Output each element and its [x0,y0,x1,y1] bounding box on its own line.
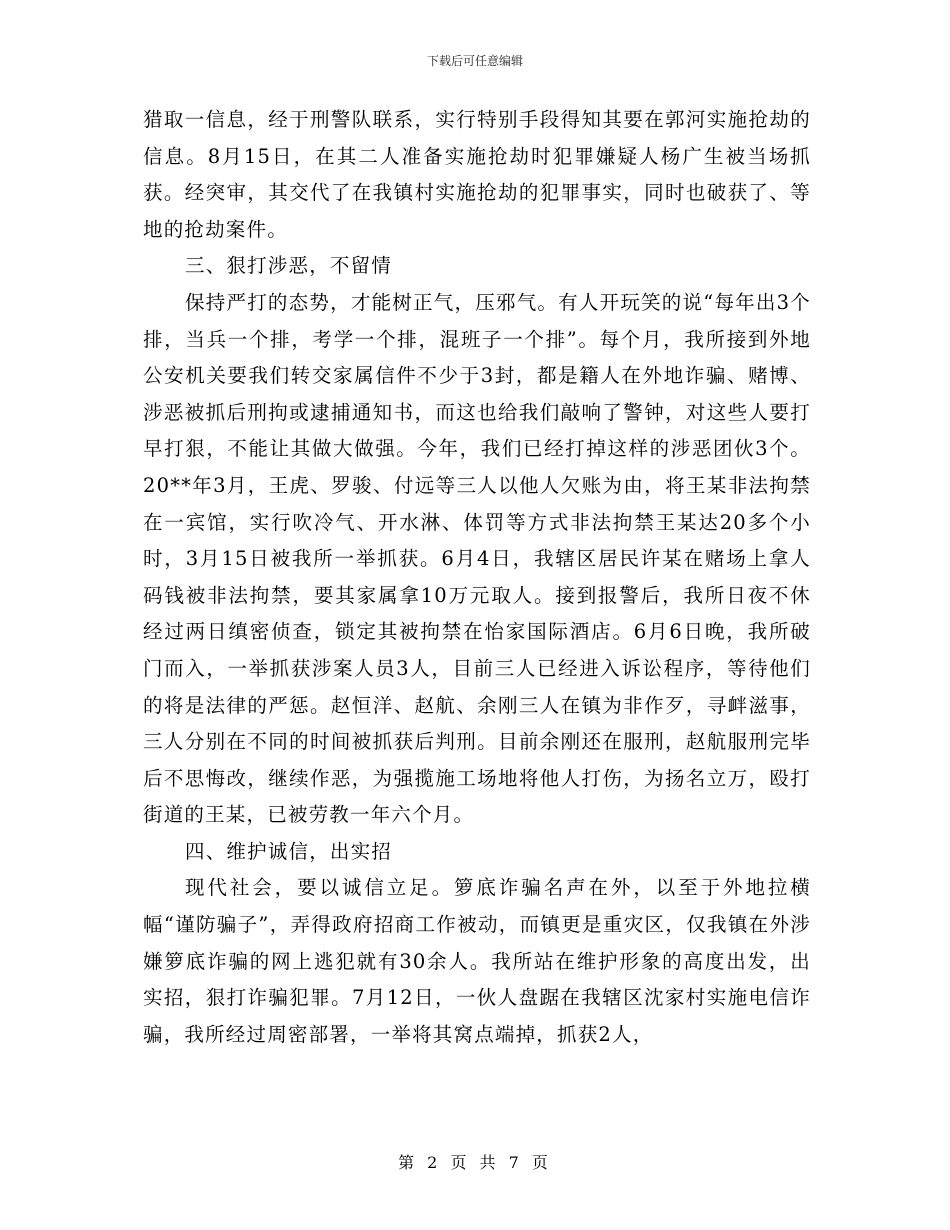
paragraph-robbery-case: 猎取一信息，经于刑警队联系，实行特别手段得知其要在郭河实施抢劫的信息。8月15日，在其二人准备实施抢劫时犯罪嫌疑人杨广生被当场抓获。经突审，其交代了在我镇村实施抢劫的犯罪事实，同时也破获了、等地的抢劫案件。 [143,108,811,241]
body-text [143,102,811,1053]
paragraph-crackdown: 保持严打的态势，才能树正气，压邪气。有人开玩笑的说“每年出3个排，当兵一个排，考学一个排，混班子一个排”。每个月，我所接到外地公安机关要我们转交家属信件不少于3封，都是籍人在外地诈骗、赌博、涉恶被抓后刑拘或逮捕通知书，而这也给我们敲响了警钟，对这些人要打早打狠，不能让其做大做强。今年，我们已经打掉这样的涉恶团伙3个。20**年3月，王虎、罗骏、付远等三人以他人欠账为由，将王某非法拘禁在一宾馆，实行吹冷气、开水淋、体罚等方式非法拘禁王某达20多个小时，3月15日被我所一举抓获。6月4日，我辖区居民许某在赌场上拿人码钱被非法拘禁，要其家属拿10万元取人。接到报警后，我所日夜不休经过两日缜密侦查，锁定其被拘禁在怡家国际酒店。6月6日晚，我所破门而入，一举抓获涉案人员3人，目前三人已经进入诉讼程序，等待他们的将是法律的严惩。赵恒洋、赵航、余刚三人在镇为非作歹，寻衅滋事，三人分别在不同的时间被抓获后判刑。目前余刚还在服刑，赵航服刑完毕后不思悔改，继续作恶，为强揽施工场地将他人打伤，为扬名立万，殴打街道的王某，已被劳教一年六个月。 [143,290,811,827]
page-number: 第 2 页 共 7 页 [398,1153,552,1172]
page-header: 下载后可任意编辑 [426,54,523,68]
section-heading-integrity: 四、维护诚信，出实招 [185,839,393,863]
paragraph-integrity: 现代社会，要以诚信立足。箩底诈骗名声在外，以至于外地拉横幅“谨防骗子”，弄得政府招商工作被动，而镇更是重灾区，仅我镇在外涉嫌箩底诈骗的网上逃犯就有30余人。我所站在维护形象的高度出发，出实招，狠打诈骗犯罪。7月12日，一伙人盘踞在我辖区沈家村实施电信诈骗，我所经过周密部署，一举将其窝点端掉，抓获2人， [143,876,811,1046]
section-heading-crackdown: 三、狠打涉恶，不留情 [185,254,393,278]
